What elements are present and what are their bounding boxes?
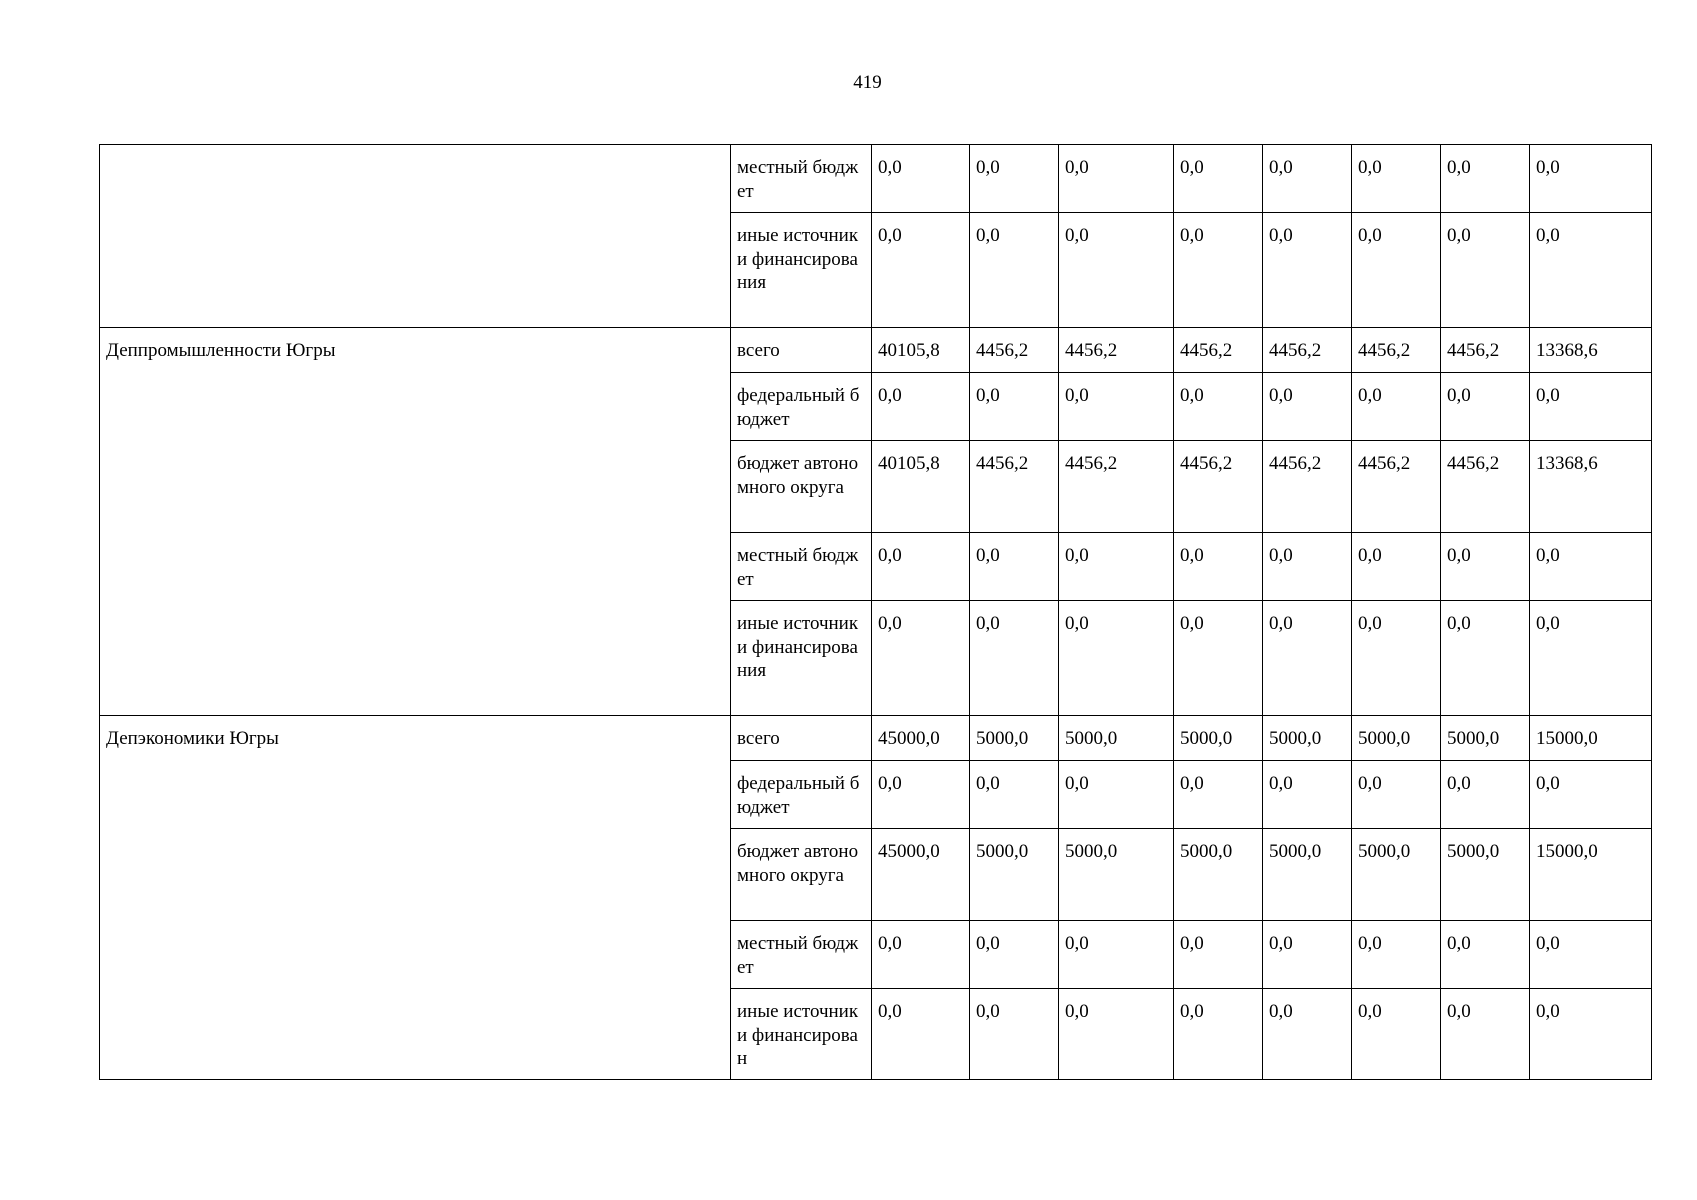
value-cell: 0,0: [1530, 213, 1652, 328]
value-cell: 5000,0: [1441, 829, 1530, 921]
funding-source-cell: всего: [731, 716, 872, 761]
value-cell: 0,0: [1059, 213, 1174, 328]
value-cell: 0,0: [1441, 213, 1530, 328]
value-cell: 45000,0: [872, 716, 970, 761]
funding-source-cell: иные источники финансирования: [731, 601, 872, 716]
value-cell: 0,0: [1059, 921, 1174, 989]
value-cell: 4456,2: [1263, 441, 1352, 533]
value-cell: 0,0: [1441, 601, 1530, 716]
value-cell: 0,0: [970, 989, 1059, 1080]
value-cell: 0,0: [1352, 761, 1441, 829]
value-cell: 40105,8: [872, 328, 970, 373]
funding-source-cell: федеральный бюджет: [731, 373, 872, 441]
value-cell: 0,0: [1263, 145, 1352, 213]
value-cell: 0,0: [1441, 921, 1530, 989]
value-cell: 0,0: [872, 373, 970, 441]
funding-source-cell: местный бюджет: [731, 921, 872, 989]
value-cell: 15000,0: [1530, 716, 1652, 761]
value-cell: 0,0: [970, 533, 1059, 601]
value-cell: 0,0: [872, 601, 970, 716]
value-cell: 4456,2: [970, 328, 1059, 373]
value-cell: 5000,0: [1263, 829, 1352, 921]
value-cell: 0,0: [1174, 373, 1263, 441]
value-cell: 0,0: [1530, 761, 1652, 829]
value-cell: 0,0: [1263, 761, 1352, 829]
value-cell: 0,0: [1059, 373, 1174, 441]
value-cell: 0,0: [970, 761, 1059, 829]
value-cell: 4456,2: [1174, 441, 1263, 533]
value-cell: 0,0: [1263, 989, 1352, 1080]
value-cell: 0,0: [1174, 989, 1263, 1080]
value-cell: 0,0: [872, 761, 970, 829]
value-cell: 0,0: [1530, 533, 1652, 601]
value-cell: 0,0: [1263, 373, 1352, 441]
value-cell: 0,0: [1174, 601, 1263, 716]
budget-table: [99, 144, 1652, 1080]
value-cell: 0,0: [1059, 761, 1174, 829]
funding-source-cell: бюджет автономного округа: [731, 829, 872, 921]
value-cell: 4456,2: [1352, 328, 1441, 373]
value-cell: 0,0: [1174, 761, 1263, 829]
executor-name-cell: [100, 145, 731, 328]
value-cell: 0,0: [1352, 373, 1441, 441]
value-cell: 0,0: [1352, 145, 1441, 213]
value-cell: 0,0: [1174, 145, 1263, 213]
value-cell: 0,0: [1263, 921, 1352, 989]
budget-table-body: [100, 145, 1652, 1080]
value-cell: 40105,8: [872, 441, 970, 533]
value-cell: 5000,0: [1059, 716, 1174, 761]
value-cell: 0,0: [1530, 373, 1652, 441]
value-cell: 15000,0: [1530, 829, 1652, 921]
value-cell: 0,0: [1441, 145, 1530, 213]
value-cell: 0,0: [872, 145, 970, 213]
value-cell: 4456,2: [1059, 328, 1174, 373]
value-cell: 0,0: [1530, 921, 1652, 989]
value-cell: 0,0: [1530, 601, 1652, 716]
value-cell: 5000,0: [1352, 829, 1441, 921]
value-cell: 0,0: [1352, 989, 1441, 1080]
value-cell: 0,0: [872, 921, 970, 989]
value-cell: 0,0: [872, 989, 970, 1080]
value-cell: 13368,6: [1530, 328, 1652, 373]
value-cell: 0,0: [970, 601, 1059, 716]
table-row: [100, 145, 1652, 213]
funding-source-cell: местный бюджет: [731, 533, 872, 601]
value-cell: 5000,0: [1352, 716, 1441, 761]
value-cell: 4456,2: [1059, 441, 1174, 533]
value-cell: 0,0: [872, 213, 970, 328]
value-cell: 4456,2: [1352, 441, 1441, 533]
value-cell: 5000,0: [1263, 716, 1352, 761]
value-cell: 5000,0: [1059, 829, 1174, 921]
value-cell: 0,0: [1174, 213, 1263, 328]
value-cell: 5000,0: [970, 829, 1059, 921]
value-cell: 45000,0: [872, 829, 970, 921]
value-cell: 5000,0: [970, 716, 1059, 761]
value-cell: 0,0: [1059, 989, 1174, 1080]
value-cell: 0,0: [1263, 601, 1352, 716]
value-cell: 0,0: [1441, 989, 1530, 1080]
value-cell: 0,0: [1352, 533, 1441, 601]
value-cell: 0,0: [1352, 213, 1441, 328]
funding-source-cell: бюджет автономного округа: [731, 441, 872, 533]
value-cell: 0,0: [1441, 533, 1530, 601]
value-cell: 0,0: [1174, 533, 1263, 601]
funding-source-cell: иные источники финансирования: [731, 213, 872, 328]
value-cell: 5000,0: [1441, 716, 1530, 761]
funding-source-cell: федеральный бюджет: [731, 761, 872, 829]
table-row: [100, 328, 1652, 373]
value-cell: 0,0: [970, 213, 1059, 328]
funding-source-cell: всего: [731, 328, 872, 373]
funding-source-cell: иные источники финансирован: [731, 989, 872, 1080]
value-cell: 4456,2: [1441, 441, 1530, 533]
value-cell: 0,0: [1059, 145, 1174, 213]
value-cell: 5000,0: [1174, 716, 1263, 761]
page-number: 419: [853, 72, 882, 93]
value-cell: 0,0: [872, 533, 970, 601]
value-cell: 13368,6: [1530, 441, 1652, 533]
value-cell: 0,0: [1352, 921, 1441, 989]
table-row: [100, 716, 1652, 761]
value-cell: 0,0: [1441, 373, 1530, 441]
value-cell: 0,0: [970, 145, 1059, 213]
value-cell: 0,0: [1530, 989, 1652, 1080]
value-cell: 4456,2: [1441, 328, 1530, 373]
value-cell: 5000,0: [1174, 829, 1263, 921]
value-cell: 0,0: [1530, 145, 1652, 213]
value-cell: 0,0: [1263, 213, 1352, 328]
value-cell: 0,0: [1263, 533, 1352, 601]
value-cell: 0,0: [1059, 601, 1174, 716]
funding-source-cell: местный бюджет: [731, 145, 872, 213]
value-cell: 4456,2: [1174, 328, 1263, 373]
value-cell: 4456,2: [1263, 328, 1352, 373]
value-cell: 0,0: [970, 921, 1059, 989]
executor-name-cell: Депэкономики Югры: [100, 716, 731, 1080]
value-cell: 0,0: [1174, 921, 1263, 989]
value-cell: 0,0: [970, 373, 1059, 441]
executor-name-cell: Деппромышленности Югры: [100, 328, 731, 716]
value-cell: 0,0: [1352, 601, 1441, 716]
value-cell: 0,0: [1059, 533, 1174, 601]
value-cell: 0,0: [1441, 761, 1530, 829]
value-cell: 4456,2: [970, 441, 1059, 533]
